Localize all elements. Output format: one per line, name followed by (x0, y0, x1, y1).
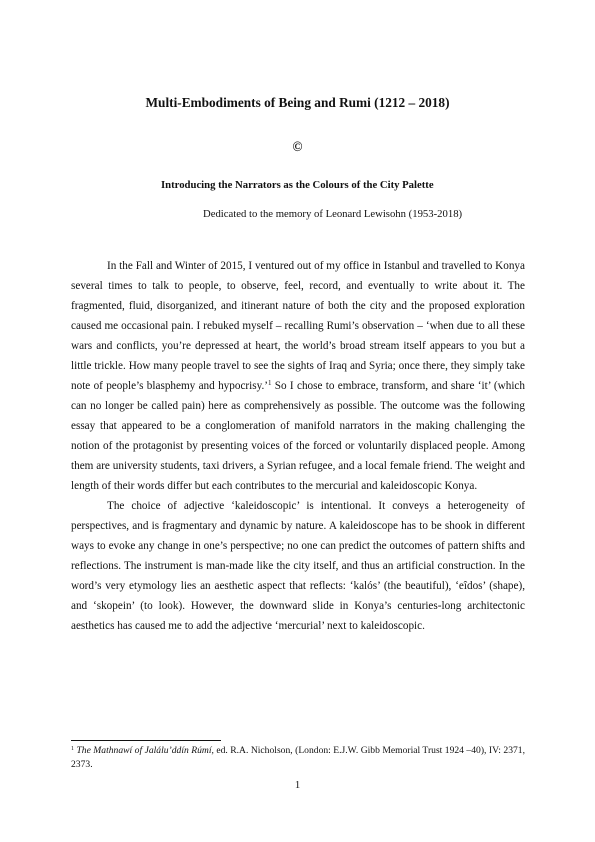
footnote-reference[interactable]: 1 (267, 379, 272, 387)
footnote-number: 1 (71, 746, 74, 752)
paragraph-2: The choice of adjective ‘kaleidoscopic’ is intentional. It conveys a heterogeneity of perspectives, and is fragmentary and dynamic by nature. A kaleidoscope has to be shook in different ways to evoke any change in one’s perspective; no one can predict the outcomes of pattern shifts and reflections. The instrument is man-made like the city itself, and thus an artificial construction. In the word’s very etymology lies an aesthetic aspect that reflects: ‘kalós’ (the beautiful), ‘eîdos’ (shape), and ‘skopein’ (to look). However, the downward slide in Konya’s centuries-long architectonic aesthetics has caused me to add the adjective ‘mercurial’ next to kaleidoscopic. (71, 500, 525, 632)
paragraph-1-part-1: In the Fall and Winter of 2015, I ventured out of my office in Istanbul and travelled to Konya several times to talk to people, to observe, feel, record, and eventually to write about it. The fragmented, fluid, disorganized, and itinerant nature of both the city and the proposed exploration caused me occasional pain. I rebuked myself – recalling Rumi’s observation – ‘when due to all these wars and conflicts, you’re depressed at heart, the world’s broad stream itself appears to you but a little trickle. How many people travel to see the sights of Iraq and Syria; once there, they simply take note of people’s blasphemy and hypocrisy.’ (71, 260, 525, 392)
footnote (71, 744, 525, 772)
paragraph-1-part-2: So I chose to embrace, transform, and share ‘it’ (which can no longer be called pain) here as comprehensively as possible. The outcome was the following essay that appeared to be a conglomeration of manifold narrators in the making challenging the notion of the protagonist by presenting voices of the forced or voluntarily displaced people. Among them are university students, taxi drivers, a Syrian refugee, and a local female friend. The weight and length of their words differ but each contributes to the mercurial and kaleidoscopic Konya. (71, 380, 525, 492)
body-text (71, 256, 525, 636)
page-number: 1 (294, 779, 301, 791)
document-subtitle: Introducing the Narrators as the Colours of the City Palette (161, 179, 434, 191)
paragraph-1 (71, 256, 525, 496)
footnote-citation: ed. R.A. Nicholson, (London: E.J.W. Gibb Memorial Trust 1924 –40), IV: 2371, 2373. (71, 745, 525, 770)
document-title: Multi-Embodiments of Being and Rumi (1212 – 2018) (145, 95, 450, 110)
dedication-line: Dedicated to the memory of Leonard Lewisohn (1953-2018) (203, 208, 463, 220)
footnote-book-title: The Mathnawí of Jalálu’ddín Rúmí, (76, 745, 214, 756)
footnote-divider (71, 740, 221, 741)
copyright-symbol: © (292, 139, 303, 154)
